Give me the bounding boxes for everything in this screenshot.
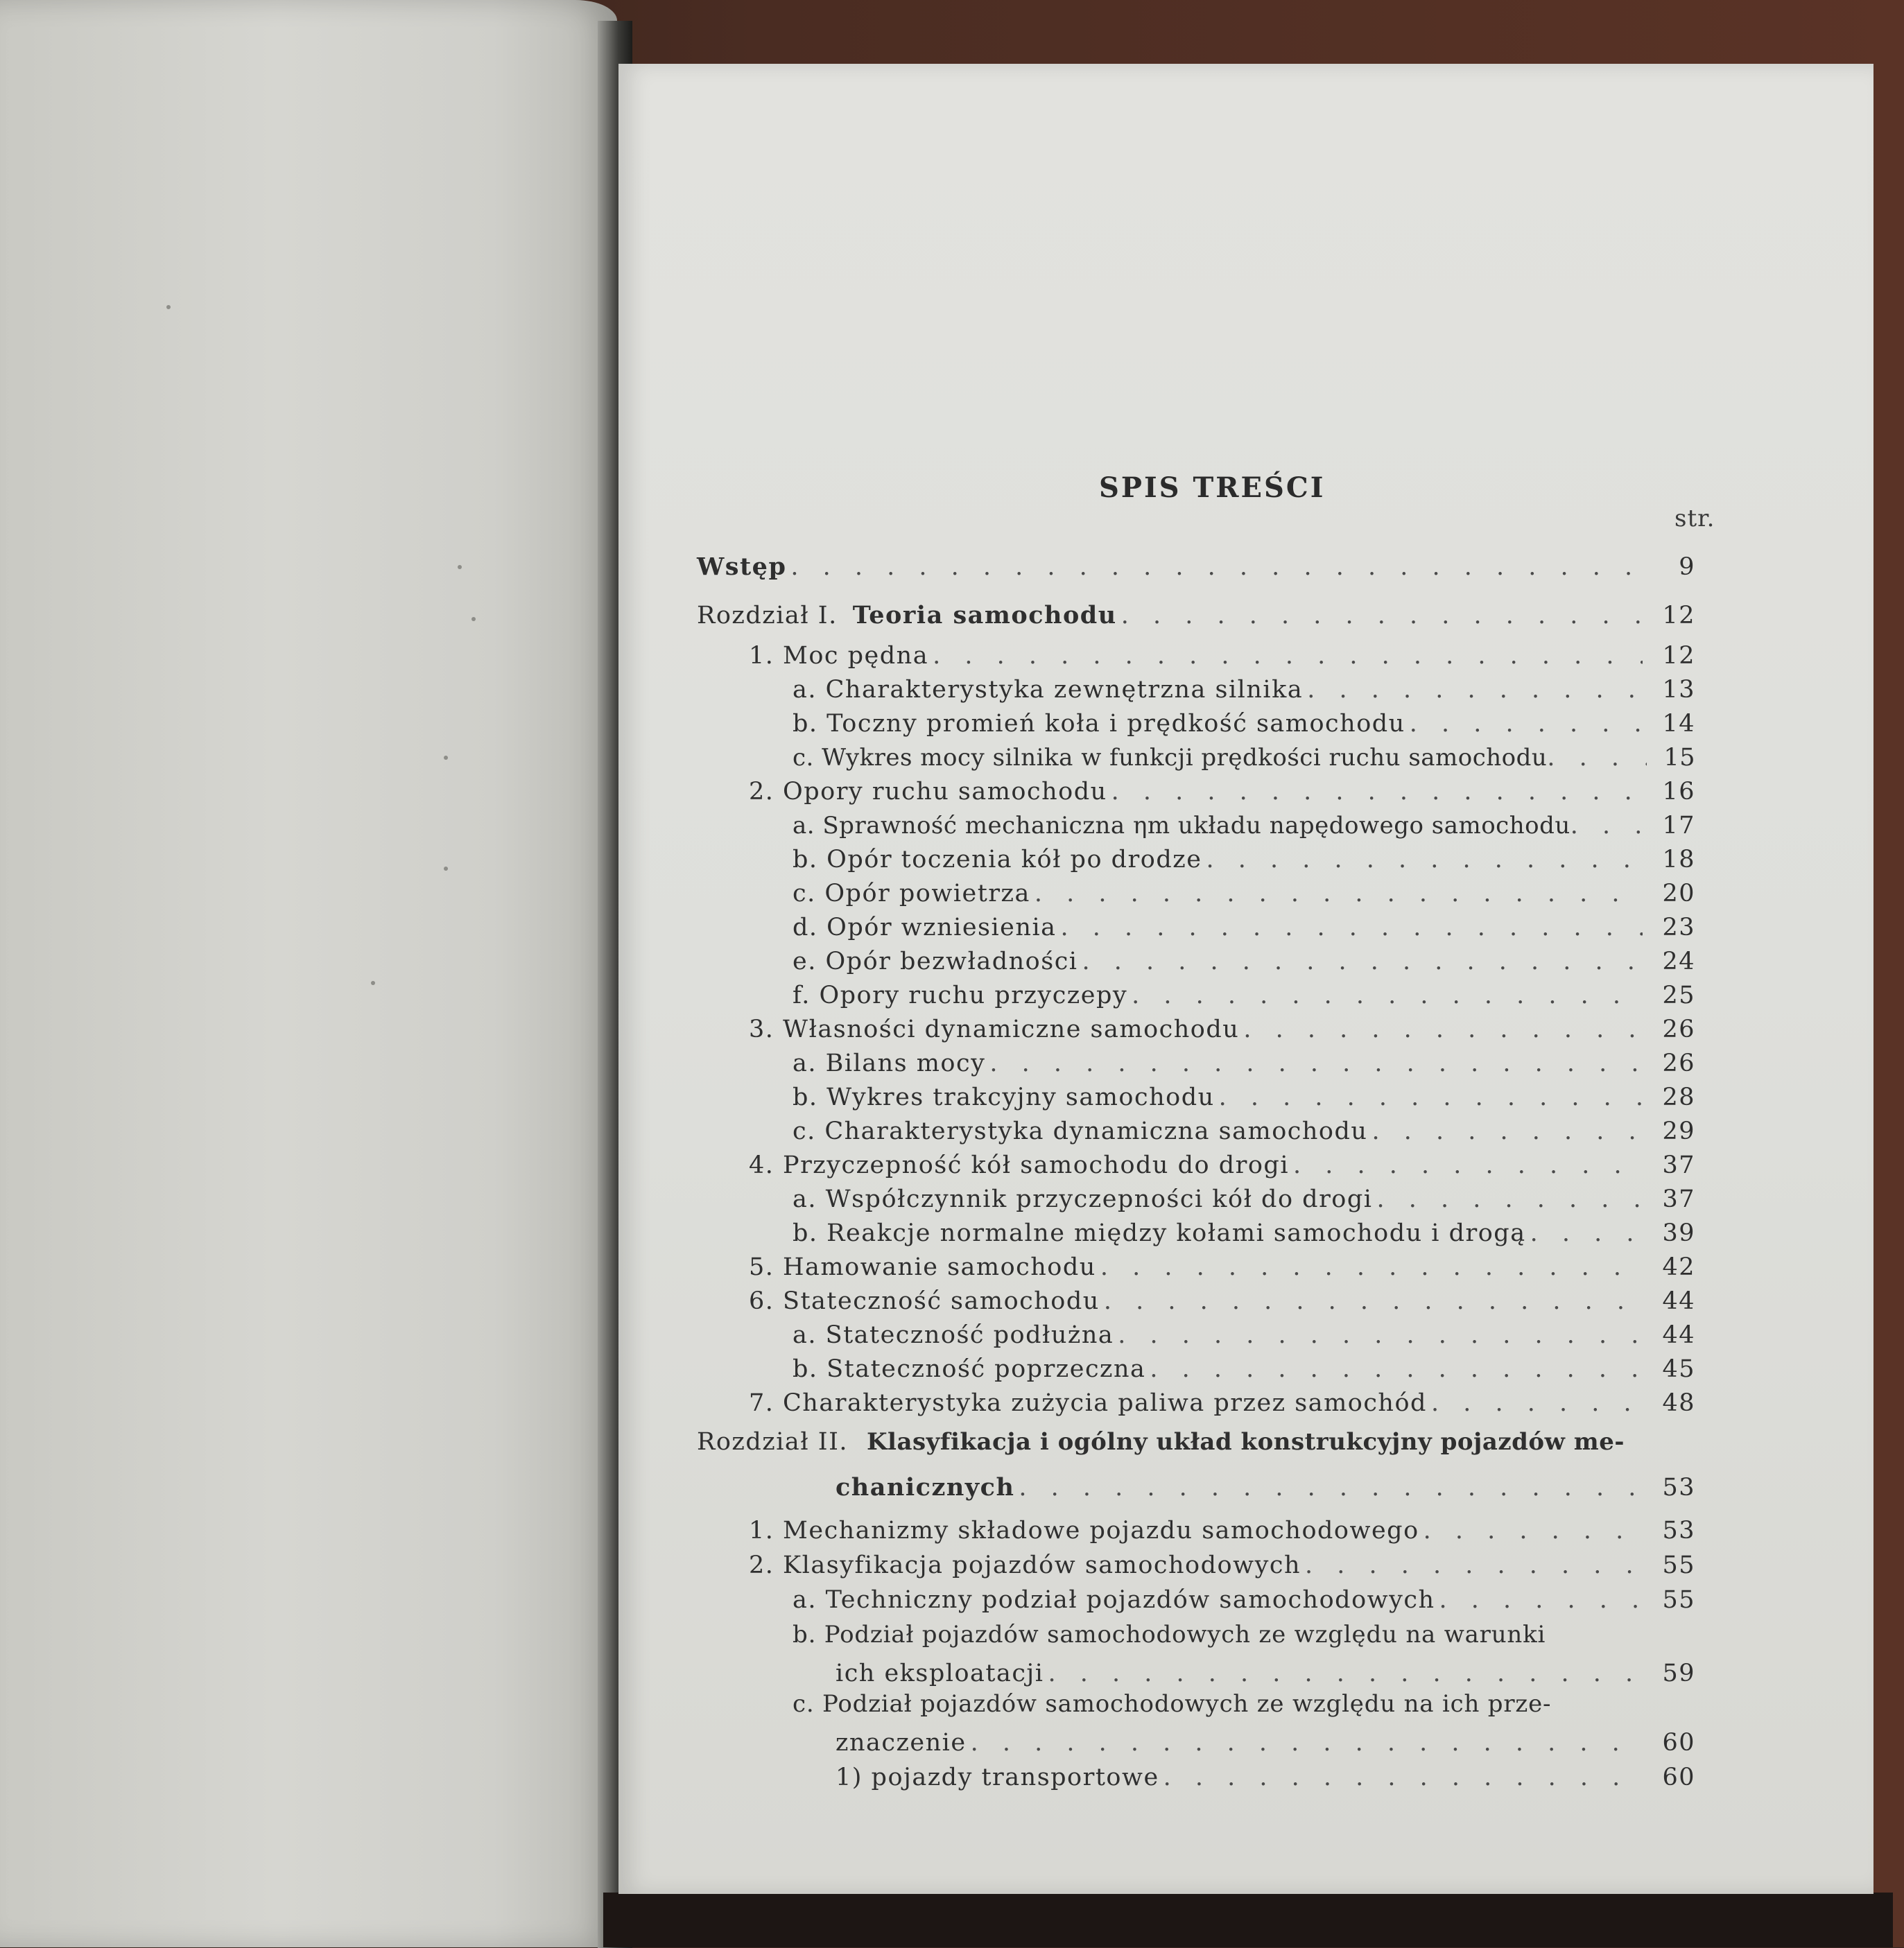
dot-leader: [790, 553, 1643, 581]
toc-entry[interactable]: [697, 1078, 1695, 1111]
toc-entry-label: a. Sprawność mechaniczna ηm układu napędowego samochodu: [793, 812, 1570, 840]
dot-leader: [1035, 880, 1643, 907]
page-bottom-shadow: [603, 1893, 1893, 1947]
dot-leader: [1243, 1016, 1643, 1043]
toc-entry-label: b. Opór toczenia kół po drodze: [793, 846, 1202, 873]
toc-entry[interactable]: [697, 1146, 1695, 1179]
toc-entry-label: e. Opór bezwładności: [793, 948, 1078, 975]
toc-entry[interactable]: [697, 840, 1695, 873]
toc-entry[interactable]: [697, 1044, 1695, 1077]
toc-entry[interactable]: [697, 1384, 1695, 1417]
dot-leader: [1048, 1660, 1643, 1687]
dot-leader: [989, 1050, 1643, 1077]
toc-entry[interactable]: [697, 874, 1695, 907]
toc-entry-page: 53: [1662, 1474, 1695, 1502]
toc-entry-page: 13: [1662, 676, 1695, 704]
toc-entry-page: 25: [1662, 982, 1695, 1009]
toc-entry-page: 39: [1662, 1219, 1695, 1247]
toc-chapter-2[interactable]: [697, 1468, 1695, 1502]
toc-entry-page: 37: [1662, 1185, 1695, 1213]
chapter-prefix: Rozdział I.: [697, 602, 838, 629]
toc-entry[interactable]: [697, 976, 1695, 1009]
dot-leader: [1570, 812, 1647, 840]
toc-entry[interactable]: [697, 908, 1695, 941]
dot-leader: [1111, 778, 1643, 806]
toc-entry-label: b. Toczny promień koła i prędkość samochodu: [793, 710, 1405, 738]
toc-title: SPIS TREŚCI: [1099, 471, 1326, 504]
dot-leader: [1219, 1084, 1643, 1111]
dot-leader: [1423, 1517, 1643, 1545]
toc-entry-page: 26: [1662, 1050, 1695, 1077]
dot-leader: [1061, 914, 1643, 941]
dot-leader: [1100, 1253, 1643, 1281]
toc-entry-label: f. Opory ruchu przyczepy: [793, 982, 1128, 1009]
dot-leader: [1082, 948, 1643, 975]
chapter-prefix: Rozdział II.: [697, 1428, 849, 1456]
toc-entry-label: b. Wykres trakcyjny samochodu: [793, 1084, 1215, 1111]
toc-entry[interactable]: [697, 806, 1695, 840]
toc-entry-label: chanicznych: [836, 1473, 1015, 1502]
toc-entry[interactable]: [697, 1546, 1695, 1579]
toc-entry-label: 1) pojazdy transportowe: [836, 1764, 1159, 1791]
toc-entry-page: 9: [1679, 553, 1695, 581]
toc-entry-label: Teoria samochodu: [852, 601, 1117, 629]
toc-chapter-2-line1[interactable]: Klasyfikacja i ogólny układ konstrukcyjny pojazdów me-: [867, 1428, 1625, 1456]
toc-entry[interactable]: [697, 1282, 1695, 1315]
toc-entry[interactable]: [697, 1180, 1695, 1213]
toc-entry-intro[interactable]: [697, 548, 1695, 581]
toc-entry-label: Wstęp: [697, 553, 787, 581]
toc-entry[interactable]: [697, 1758, 1695, 1791]
toc-chapter-1[interactable]: [697, 596, 1695, 629]
toc-entry-page: 37: [1662, 1151, 1695, 1179]
toc-entry-page: 53: [1662, 1517, 1695, 1545]
toc-entry-page: 44: [1662, 1321, 1695, 1349]
dot-leader: [1431, 1389, 1643, 1417]
toc-entry-label: a. Współczynnik przyczepności kół do drogi: [793, 1185, 1373, 1213]
toc-entry[interactable]: [697, 942, 1695, 975]
toc-entry-page: 60: [1662, 1729, 1695, 1757]
paper-speck: [471, 617, 476, 621]
toc-entry-page: 16: [1662, 778, 1695, 806]
toc-entry-label: 2. Klasyfikacja pojazdów samochodowych: [749, 1551, 1301, 1579]
toc-entry-page: 55: [1662, 1551, 1695, 1579]
paper-speck: [458, 565, 462, 569]
toc-entry[interactable]: [697, 1112, 1695, 1145]
dot-leader: [1150, 1355, 1643, 1383]
toc-entry-page: 26: [1662, 1016, 1695, 1043]
toc-entry-page: 24: [1662, 948, 1695, 975]
toc-entry-page: 28: [1662, 1084, 1695, 1111]
dot-leader: [1132, 982, 1643, 1009]
toc-entry[interactable]: [697, 772, 1695, 806]
dot-leader: [1118, 1321, 1643, 1349]
toc-entry-page: 12: [1662, 602, 1695, 629]
toc-entry-label: 7. Charakterystyka zużycia paliwa przez samochód: [749, 1389, 1427, 1417]
dot-leader: [1121, 602, 1643, 629]
toc-entry-page: 20: [1662, 880, 1695, 907]
dot-leader: [1019, 1474, 1643, 1502]
toc-entry-page: 42: [1662, 1253, 1695, 1281]
left-page: [0, 0, 617, 1947]
toc-entry-label: a. Bilans mocy: [793, 1050, 986, 1077]
toc-entry-page: 14: [1662, 710, 1695, 738]
toc-entry[interactable]: [697, 636, 1695, 670]
dot-leader: [933, 642, 1643, 670]
paper-speck: [371, 981, 375, 985]
toc-entry[interactable]: [697, 1654, 1695, 1687]
toc-entry-label: znaczenie: [836, 1729, 967, 1757]
toc-entry[interactable]: [697, 670, 1695, 704]
toc-entry[interactable]: [697, 1214, 1695, 1247]
toc-entry-line1[interactable]: c. Podział pojazdów samochodowych ze względu na ich prze-: [793, 1690, 1552, 1718]
page-column-label: str.: [1674, 505, 1715, 532]
toc-entry-label: 2. Opory ruchu samochodu: [749, 778, 1107, 806]
toc-entry-page: 48: [1662, 1389, 1695, 1417]
toc-entry-label: c. Wykres mocy silnika w funkcji prędkości ruchu samochodu: [793, 744, 1548, 772]
toc-entry-label: b. Reakcje normalne między kołami samochodu i drogą: [793, 1219, 1526, 1247]
toc-entry-page: 23: [1662, 914, 1695, 941]
toc-entry[interactable]: [697, 738, 1695, 772]
toc-entry-label: 4. Przyczepność kół samochodu do drogi: [749, 1151, 1290, 1179]
toc-entry-label: 6. Stateczność samochodu: [749, 1287, 1100, 1315]
toc-entry[interactable]: [697, 1316, 1695, 1349]
toc-entry[interactable]: [697, 1350, 1695, 1383]
dot-leader: [971, 1729, 1643, 1757]
toc-entry-label: a. Techniczny podział pojazdów samochodowych: [793, 1586, 1435, 1614]
toc-entry-label: b. Stateczność poprzeczna: [793, 1355, 1146, 1383]
dot-leader: [1439, 1586, 1643, 1614]
dot-leader: [1410, 710, 1643, 738]
paper-speck: [444, 756, 448, 760]
toc-entry-page: 17: [1662, 812, 1695, 840]
toc-entry[interactable]: [697, 1010, 1695, 1043]
toc-entry-label: 3. Własności dynamiczne samochodu: [749, 1016, 1240, 1043]
dot-leader: [1376, 1185, 1643, 1213]
toc-entry[interactable]: [697, 704, 1695, 738]
toc-entry-label: 1. Mechanizmy składowe pojazdu samochodowego: [749, 1517, 1419, 1545]
toc-entry-page: 12: [1662, 642, 1695, 670]
toc-entry[interactable]: [697, 1581, 1695, 1614]
paper-speck: [166, 305, 171, 309]
toc-entry-label: d. Opór wzniesienia: [793, 914, 1057, 941]
dot-leader: [1163, 1764, 1643, 1791]
toc-entry-label: ich eksploatacji: [836, 1660, 1044, 1687]
dot-leader: [1547, 744, 1647, 772]
toc-entry-page: 45: [1662, 1355, 1695, 1383]
toc-entry-page: 59: [1662, 1660, 1695, 1687]
dot-leader: [1307, 676, 1643, 704]
toc-entry-label: c. Charakterystyka dynamiczna samochodu: [793, 1118, 1368, 1145]
dot-leader: [1530, 1219, 1643, 1247]
toc-entry-label: 1. Moc pędna: [749, 642, 929, 670]
toc-entry-label: a. Stateczność podłużna: [793, 1321, 1114, 1349]
toc-entry-page: 60: [1662, 1764, 1695, 1791]
dot-leader: [1206, 846, 1643, 873]
toc-entry-page: 29: [1662, 1118, 1695, 1145]
toc-entry-page: 18: [1662, 846, 1695, 873]
toc-entry-line1[interactable]: b. Podział pojazdów samochodowych ze względu na warunki: [793, 1621, 1546, 1649]
dot-leader: [1305, 1551, 1643, 1579]
toc-entry[interactable]: [697, 1511, 1695, 1545]
dot-leader: [1104, 1287, 1643, 1315]
dot-leader: [1371, 1118, 1643, 1145]
toc-entry-page: 15: [1663, 744, 1695, 772]
toc-entry-page: 44: [1662, 1287, 1695, 1315]
paper-speck: [444, 867, 448, 871]
toc-entry-label: a. Charakterystyka zewnętrzna silnika: [793, 676, 1304, 704]
toc-entry-label: c. Opór powietrza: [793, 880, 1030, 907]
toc-entry[interactable]: [697, 1248, 1695, 1281]
toc-entry-page: 55: [1662, 1586, 1695, 1614]
toc-entry[interactable]: [697, 1723, 1695, 1757]
toc-entry-label: 5. Hamowanie samochodu: [749, 1253, 1096, 1281]
dot-leader: [1293, 1151, 1643, 1179]
